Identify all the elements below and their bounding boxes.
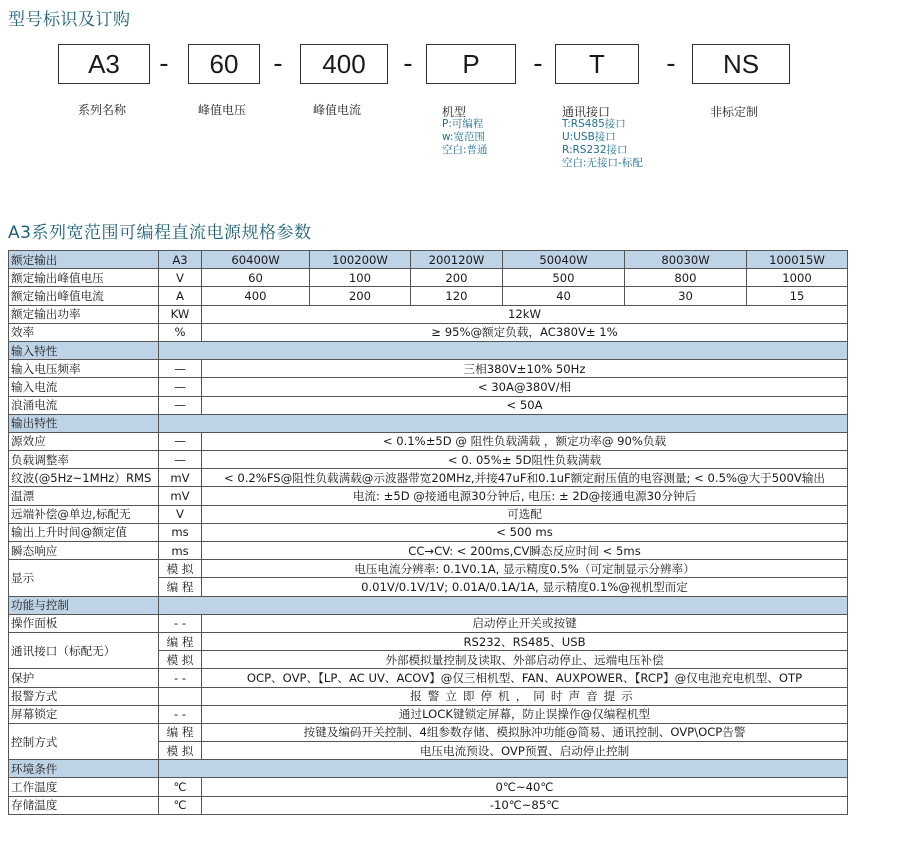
code-dash: -	[273, 49, 283, 79]
order-section-title: 型号标识及订购	[8, 10, 131, 30]
table-row	[9, 632, 848, 650]
row-label: 存储温度	[9, 796, 159, 814]
row-unit: V	[159, 269, 202, 287]
section-header-row	[9, 596, 848, 614]
code-model-box: P	[426, 44, 516, 84]
table-row	[9, 287, 848, 305]
section-fill	[159, 596, 848, 614]
label-peak-current: 峰值电流	[313, 103, 362, 117]
table-header-row	[9, 251, 848, 269]
row-value: 800	[625, 269, 747, 287]
row-value: 400	[202, 287, 310, 305]
row-label: 远端补偿@单边,标配无	[9, 505, 159, 523]
header-cell: 80030W	[625, 251, 747, 269]
row-unit: 模 拟	[159, 651, 202, 669]
row-label: 输入电流	[9, 378, 159, 396]
row-value: < 0.2%FS@阻性负载满载@示波器带宽20MHz,并接47uF和0.1uF额定耐压值的电容测量; < 0.5%@大于500V输出	[202, 469, 848, 487]
code-custom-box: NS	[692, 44, 790, 84]
row-label: 额定输出功率	[9, 305, 159, 323]
row-value: 1000	[747, 269, 848, 287]
table-row	[9, 469, 848, 487]
row-value: RS232、RS485、USB	[202, 632, 848, 650]
spec-table	[8, 250, 848, 815]
row-label: 额定输出峰值电压	[9, 269, 159, 287]
row-value: 30	[625, 287, 747, 305]
row-label: 显示	[9, 560, 159, 596]
section-title: 输入特性	[9, 341, 159, 359]
row-value: 15	[747, 287, 848, 305]
row-value: 按键及编码开关控制、4组参数存储、模拟脉冲功能@简易、通讯控制、OVP\OCP告警	[202, 723, 848, 741]
code-interface-box: T	[555, 44, 639, 84]
row-value: 100	[310, 269, 411, 287]
model-options	[442, 118, 488, 157]
row-value: 500	[503, 269, 625, 287]
section-title: 环境条件	[9, 760, 159, 778]
row-unit: ℃	[159, 796, 202, 814]
row-value: 200	[411, 269, 503, 287]
row-unit: mV	[159, 469, 202, 487]
code-dash: -	[533, 49, 543, 79]
row-label: 额定输出峰值电流	[9, 287, 159, 305]
row-unit: —	[159, 451, 202, 469]
row-unit: 编 程	[159, 632, 202, 650]
code-dash: -	[159, 49, 169, 79]
row-unit: - -	[159, 614, 202, 632]
section-header-row	[9, 760, 848, 778]
row-value: CC→CV: < 200ms,CV瞬态反应时间 < 5ms	[202, 542, 848, 560]
row-unit: %	[159, 323, 202, 341]
row-unit	[159, 687, 202, 705]
row-value: 60	[202, 269, 310, 287]
row-unit: - -	[159, 669, 202, 687]
spec-section-title: A3系列宽范围可编程直流电源规格参数	[8, 223, 312, 243]
table-row	[9, 705, 848, 723]
row-value: 0℃~40℃	[202, 778, 848, 796]
header-cell: 200120W	[411, 251, 503, 269]
table-row	[9, 523, 848, 541]
row-label: 屏幕锁定	[9, 705, 159, 723]
row-unit: —	[159, 396, 202, 414]
header-label-cell: 额定输出	[9, 251, 159, 269]
table-row	[9, 305, 848, 323]
label-peak-voltage: 峰值电压	[198, 103, 247, 117]
row-unit: ms	[159, 542, 202, 560]
table-row	[9, 614, 848, 632]
table-row	[9, 323, 848, 341]
row-unit: 编 程	[159, 723, 202, 741]
row-label: 通讯接口（标配无）	[9, 632, 159, 668]
model-option: 空白:普通	[442, 144, 488, 156]
label-interface: 通讯接口	[562, 105, 611, 119]
row-value: 电压电流分辨率: 0.1V0.1A, 显示精度0.5%（可定制显示分辨率）	[202, 560, 848, 578]
row-value: 电压电流预设、OVP预置、启动停止控制	[202, 742, 848, 760]
table-row	[9, 796, 848, 814]
row-label: 工作温度	[9, 778, 159, 796]
row-value: 12kW	[202, 305, 848, 323]
table-row	[9, 432, 848, 450]
interface-option: T:RS485接口	[562, 118, 626, 130]
row-unit: 模 拟	[159, 742, 202, 760]
section-fill	[159, 341, 848, 359]
table-row	[9, 378, 848, 396]
row-value: < 50A	[202, 396, 848, 414]
interface-option: U:USB接口	[562, 131, 616, 143]
table-row	[9, 487, 848, 505]
interface-option: R:RS232接口	[562, 144, 628, 156]
row-unit: - -	[159, 705, 202, 723]
row-unit: —	[159, 378, 202, 396]
row-value: 0.01V/0.1V/1V; 0.01A/0.1A/1A, 显示精度0.1%@视机型而定	[202, 578, 848, 596]
row-value: < 0.1%±5D @ 阻性负载满载 ，额定功率@ 90%负载	[202, 432, 848, 450]
section-fill	[159, 760, 848, 778]
row-label: 纹波(@5Hz~1MHz）RMS	[9, 469, 159, 487]
table-row	[9, 723, 848, 741]
row-value: < 500 ms	[202, 523, 848, 541]
table-row	[9, 560, 848, 578]
row-label: 输出上升时间@额定值	[9, 523, 159, 541]
row-value: < 30A@380V/相	[202, 378, 848, 396]
code-dash: -	[666, 49, 676, 79]
row-value: 40	[503, 287, 625, 305]
section-fill	[159, 414, 848, 432]
table-row	[9, 451, 848, 469]
row-label: 保护	[9, 669, 159, 687]
row-label: 瞬态响应	[9, 542, 159, 560]
table-row	[9, 269, 848, 287]
row-label: 报警方式	[9, 687, 159, 705]
model-option: w:宽范围	[442, 131, 486, 143]
row-value: 通过LOCK键锁定屏幕，防止误操作@仅编程机型	[202, 705, 848, 723]
table-row	[9, 396, 848, 414]
label-series-name: 系列名称	[78, 103, 127, 117]
section-title: 输出特性	[9, 414, 159, 432]
code-voltage-box: 60	[188, 44, 260, 84]
row-value: ≥ 95%@额定负载，AC380V± 1%	[202, 323, 848, 341]
row-value: 120	[411, 287, 503, 305]
row-unit: A	[159, 287, 202, 305]
row-unit: 模 拟	[159, 560, 202, 578]
row-value: < 0. 05%± 5D阻性负载满载	[202, 451, 848, 469]
label-model-type: 机型	[442, 105, 467, 119]
row-label: 温漂	[9, 487, 159, 505]
interface-options	[562, 118, 643, 170]
row-value: 启动停止开关或按键	[202, 614, 848, 632]
row-unit: ms	[159, 523, 202, 541]
row-value: 报警立即停机，同时声音提示	[202, 687, 848, 705]
code-current-box: 400	[300, 44, 388, 84]
header-cell: 100015W	[747, 251, 848, 269]
row-unit: KW	[159, 305, 202, 323]
table-row	[9, 542, 848, 560]
table-row	[9, 687, 848, 705]
header-cell: 100200W	[310, 251, 411, 269]
table-row	[9, 360, 848, 378]
row-label: 输入电压频率	[9, 360, 159, 378]
row-value: 三相380V±10% 50Hz	[202, 360, 848, 378]
table-row	[9, 505, 848, 523]
table-row	[9, 669, 848, 687]
table-row	[9, 778, 848, 796]
row-unit: V	[159, 505, 202, 523]
row-label: 控制方式	[9, 723, 159, 759]
row-label: 浪涌电流	[9, 396, 159, 414]
header-cell: 50040W	[503, 251, 625, 269]
row-value: OCP、OVP、【LP、AC UV、ACOV】@仅三相机型、FAN、AUXPOWER、【RCP】@仅电池充电机型、OTP	[202, 669, 848, 687]
label-custom: 非标定制	[710, 105, 759, 119]
row-value: 外部模拟量控制及读取、外部启动停止、远端电压补偿	[202, 651, 848, 669]
row-label: 源效应	[9, 432, 159, 450]
header-cell: A3	[159, 251, 202, 269]
row-label: 负载调整率	[9, 451, 159, 469]
section-header-row	[9, 341, 848, 359]
interface-option: 空白:无接口-标配	[562, 157, 643, 169]
row-label: 效率	[9, 323, 159, 341]
code-dash: -	[403, 49, 413, 79]
row-unit: 编 程	[159, 578, 202, 596]
section-header-row	[9, 414, 848, 432]
row-value: 200	[310, 287, 411, 305]
row-unit: mV	[159, 487, 202, 505]
code-series-box: A3	[58, 44, 150, 84]
row-value: 可选配	[202, 505, 848, 523]
model-option: P:可编程	[442, 118, 484, 130]
row-value: 电流: ±5D @接通电源30分钟后, 电压: ± 2D@接通电源30分钟后	[202, 487, 848, 505]
row-label: 操作面板	[9, 614, 159, 632]
row-unit: —	[159, 360, 202, 378]
row-value: -10℃~85℃	[202, 796, 848, 814]
section-title: 功能与控制	[9, 596, 159, 614]
row-unit: ℃	[159, 778, 202, 796]
row-unit: —	[159, 432, 202, 450]
header-cell: 60400W	[202, 251, 310, 269]
